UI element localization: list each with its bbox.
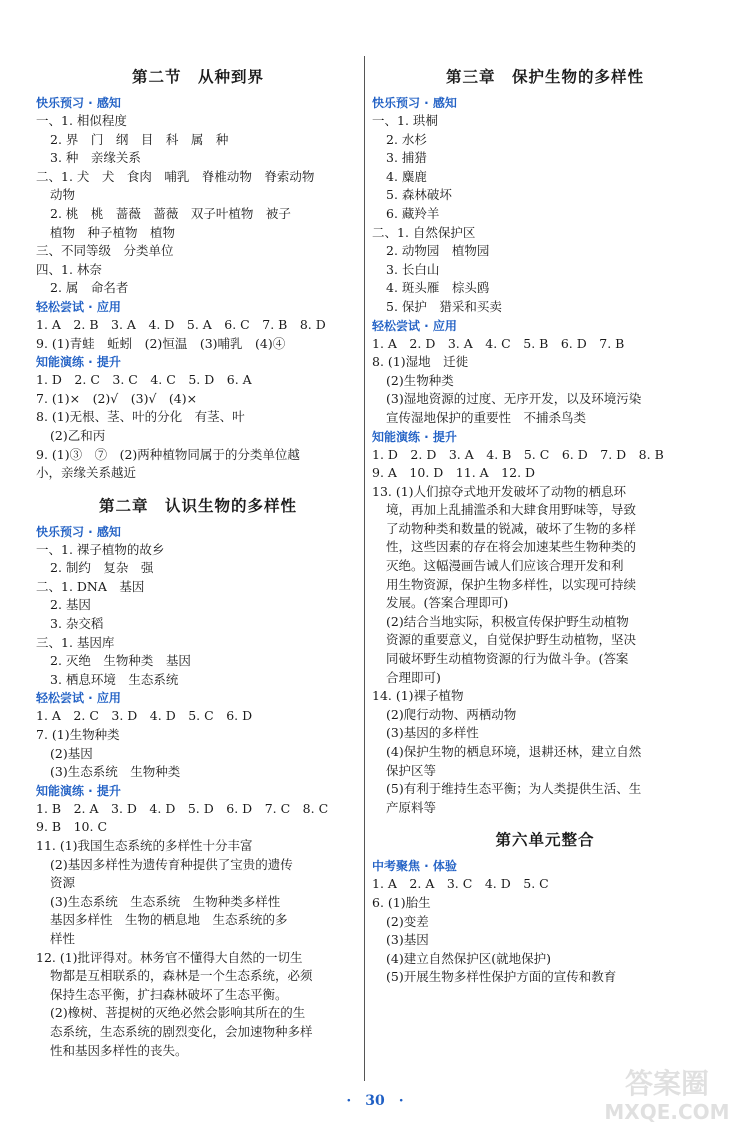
answer-line: (5)有利于维持生态平衡；为人类提供生活、生 (386, 781, 642, 797)
answer-line: 四、1. 林奈 (36, 261, 102, 277)
answer-line: 2. 制约 复杂 强 (50, 560, 154, 576)
answer-line: 3. 杂交稻 (50, 616, 104, 632)
column-divider (364, 56, 365, 1081)
answer-line: 发展。(答案合理即可) (386, 595, 509, 611)
answer-line: 一、1. 珙桐 (372, 113, 438, 128)
answer-line: 二、1. DNA 基因 (36, 578, 145, 594)
answer-line: 灭绝。这幅漫画告诫人们应该合理开发和利 (386, 558, 624, 574)
answer-line: (2)生物种类 (386, 372, 454, 388)
watermark-logo (592, 1063, 742, 1125)
answer-line: 6. (1)胎生 (372, 894, 431, 910)
answer-line: (3)基因 (386, 932, 429, 948)
subsection-heading: 知能演练 · 提升 (372, 429, 457, 444)
answer-line: 1. A 2. D 3. A 4. C 5. B 6. D 7. B (372, 335, 625, 351)
section-title: 第六单元整合 (495, 831, 595, 850)
answer-line: (2)橡树、菩提树的灭绝必然会影响其所在的生 (50, 1005, 306, 1021)
answer-line: 9. (1)青蛙 蚯蚓 (2)恒温 (3)哺乳 (4)④ (36, 335, 286, 351)
answer-line: 1. D 2. D 3. A 4. B 5. C 6. D 7. D 8. B (372, 446, 664, 462)
section-title: 第二节 从种到界 (131, 68, 264, 86)
answer-line: 基因多样性 生物的栖息地 生态系统的多 (50, 912, 288, 928)
answer-line: (4)建立自然保护区(就地保护) (386, 950, 551, 966)
subsection-heading: 轻松尝试 · 应用 (372, 318, 457, 333)
answer-line: 1. A 2. C 3. D 4. D 5. C 6. D (36, 708, 253, 724)
answer-line: 保护区等 (386, 762, 437, 778)
section-title: 第二章 认识生物的多样性 (98, 496, 297, 515)
subsection-heading: 轻松尝试 · 应用 (36, 299, 121, 314)
answer-line: 动物 (50, 187, 76, 203)
answer-line: 4. 麋鹿 (386, 168, 427, 184)
answer-line: 了动物种类和数量的锐减，破坏了生物的多样 (386, 520, 637, 536)
answer-line: 5. 保护 猎采和买卖 (386, 298, 502, 314)
answer-line: 12. (1)批评得对。林务官不懂得大自然的一切生 (36, 949, 303, 965)
answer-line: 1. A 2. A 3. C 4. D 5. C (372, 876, 549, 892)
answer-line: 样性 (50, 930, 76, 946)
answer-line: 态系统，生态系统的剧烈变化，会加速物种多样 (50, 1023, 313, 1039)
answer-line: 资源 (50, 875, 76, 891)
answer-line: 境，再加上乱捕滥杀和大肆食用野味等，导致 (386, 502, 637, 518)
subsection-heading: 快乐预习 · 感知 (36, 96, 121, 110)
answer-line: 三、1. 基因库 (36, 634, 115, 650)
answer-line: 物都是互相联系的，森林是一个生态系统，必须 (50, 968, 313, 984)
subsection-heading: 知能演练 · 提升 (36, 783, 121, 798)
subsection-heading: 中考聚焦 · 体验 (372, 859, 457, 874)
answer-line: (4)保护生物的栖息环境，退耕还林，建立自然 (386, 744, 642, 759)
subsection-heading: 快乐预习 · 感知 (36, 524, 121, 539)
answer-line: (2)爬行动物、两栖动物 (386, 706, 517, 722)
answer-line: 合理即可) (386, 669, 441, 685)
subsection-heading: 知能演练 · 提升 (36, 355, 121, 370)
answer-line: 用生物资源，保护生物多样性，以实现可持续 (386, 576, 637, 592)
answer-line: 2. 动物园 植物园 (386, 243, 490, 259)
answer-line: 保持生态平衡，扩扫森林破坏了生态平衡。 (50, 986, 288, 1002)
answer-line: 1. A 2. B 3. A 4. D 5. A 6. C 7. B 8. D (36, 316, 326, 332)
answer-line: 2. 灭绝 生物种类 基因 (50, 653, 191, 669)
answer-line: 2. 水杉 (386, 131, 427, 147)
answer-line: 14. (1)裸子植物 (372, 688, 464, 704)
answer-line: 三、不同等级 分类单位 (36, 243, 174, 259)
answer-line: (3)生态系统 生态系统 生物种类多样性 (50, 893, 281, 909)
answer-line: 9. A 10. D 11. A 12. D (372, 465, 536, 481)
answer-line: 2. 基因 (50, 597, 91, 613)
answer-line: 1. D 2. C 3. C 4. C 5. D 6. A (36, 372, 252, 388)
answer-line: 3. 栖息环境 生态系统 (50, 671, 179, 687)
answer-line: (3)生态系统 生物种类 (50, 764, 181, 780)
page-number: · 30 · (346, 1093, 404, 1109)
answer-line: 植物 种子植物 植物 (50, 224, 176, 240)
answer-line: 2. 属 命名者 (50, 280, 129, 296)
answer-line: 4. 斑头雁 棕头鸥 (386, 280, 490, 296)
answer-line: 5. 森林破坏 (386, 187, 452, 203)
left-column (36, 62, 360, 1060)
svg-text:答案圈: 答案圈 (624, 1067, 710, 1100)
answer-line: (3)湿地资源的过度、无序开发，以及环境污染 (386, 391, 642, 407)
answer-line: 9. (1)③ ⑦ (2)两种植物同属于的分类单位越 (36, 446, 300, 462)
answer-line: 小，亲缘关系越近 (36, 465, 137, 481)
subsection-heading: 轻松尝试 · 应用 (36, 691, 121, 706)
answer-line: 一、1. 相似程度 (36, 113, 127, 128)
answer-line: 11. (1)我国生态系统的多样性十分丰富 (36, 838, 253, 853)
answer-line: 二、1. 犬 犬 食肉 哺乳 脊椎动物 脊索动物 (36, 168, 315, 184)
subsection-heading: 快乐预习 · 感知 (372, 96, 457, 110)
answer-line: 3. 捕猎 (386, 150, 427, 166)
answer-line: 产原料等 (386, 799, 437, 815)
answer-line: 8. (1)湿地 迁徙 (372, 354, 469, 370)
answer-line: (2)结合当地实际，积极宣传保护野生动植物 (386, 613, 629, 629)
answer-line: 2. 桃 桃 蔷薇 蔷薇 双子叶植物 被子 (50, 205, 291, 221)
answer-line: 同破坏野生动植物资源的行为做斗争。(答案 (386, 651, 629, 667)
svg-text:MXQE.COM: MXQE.COM (604, 1100, 730, 1124)
answer-line: 9. B 10. C (36, 819, 108, 835)
answer-line: (2)基因 (50, 745, 93, 761)
answer-line: 二、1. 自然保护区 (372, 224, 476, 240)
answer-line: (5)开展生物多样性保护方面的宣传和教育 (386, 969, 617, 985)
answer-line: (2)变差 (386, 913, 429, 929)
right-column (372, 62, 718, 987)
answer-line: (2)基因多样性为遗传育种提供了宝贵的遗传 (50, 856, 293, 872)
answer-line: 资源的重要意义，自觉保护野生动植物，坚决 (386, 632, 637, 648)
answer-line: 7. (1)生物种类 (36, 727, 120, 743)
answer-line: 2. 界 门 纲 目 科 属 种 (50, 131, 229, 147)
answer-line: 8. (1)无根、茎、叶的分化 有茎、叶 (36, 409, 245, 425)
answer-line: 性，这些因素的存在将会加速某些生物种类的 (386, 539, 637, 555)
answer-line: 性和基因多样性的丧失。 (50, 1042, 188, 1058)
answer-line: 宣传湿地保护的重要性 不捕杀鸟类 (386, 409, 587, 425)
answer-line: 7. (1)× (2)√ (3)√ (4)× (36, 390, 198, 406)
answer-line: 6. 藏羚羊 (386, 205, 440, 221)
answer-line: (3)基因的多样性 (386, 725, 479, 741)
section-title: 第三章 保护生物的多样性 (445, 68, 644, 86)
answer-line: 13. (1)人们掠夺式地开发破坏了动物的栖息环 (372, 483, 627, 499)
answer-line: 1. B 2. A 3. D 4. D 5. D 6. D 7. C 8. C (36, 800, 329, 816)
answer-line: 一、1. 裸子植物的故乡 (36, 541, 165, 557)
answer-line: (2)乙和丙 (50, 427, 106, 443)
answer-line: 3. 种 亲缘关系 (50, 150, 141, 166)
answer-line: 3. 长白山 (386, 261, 440, 277)
